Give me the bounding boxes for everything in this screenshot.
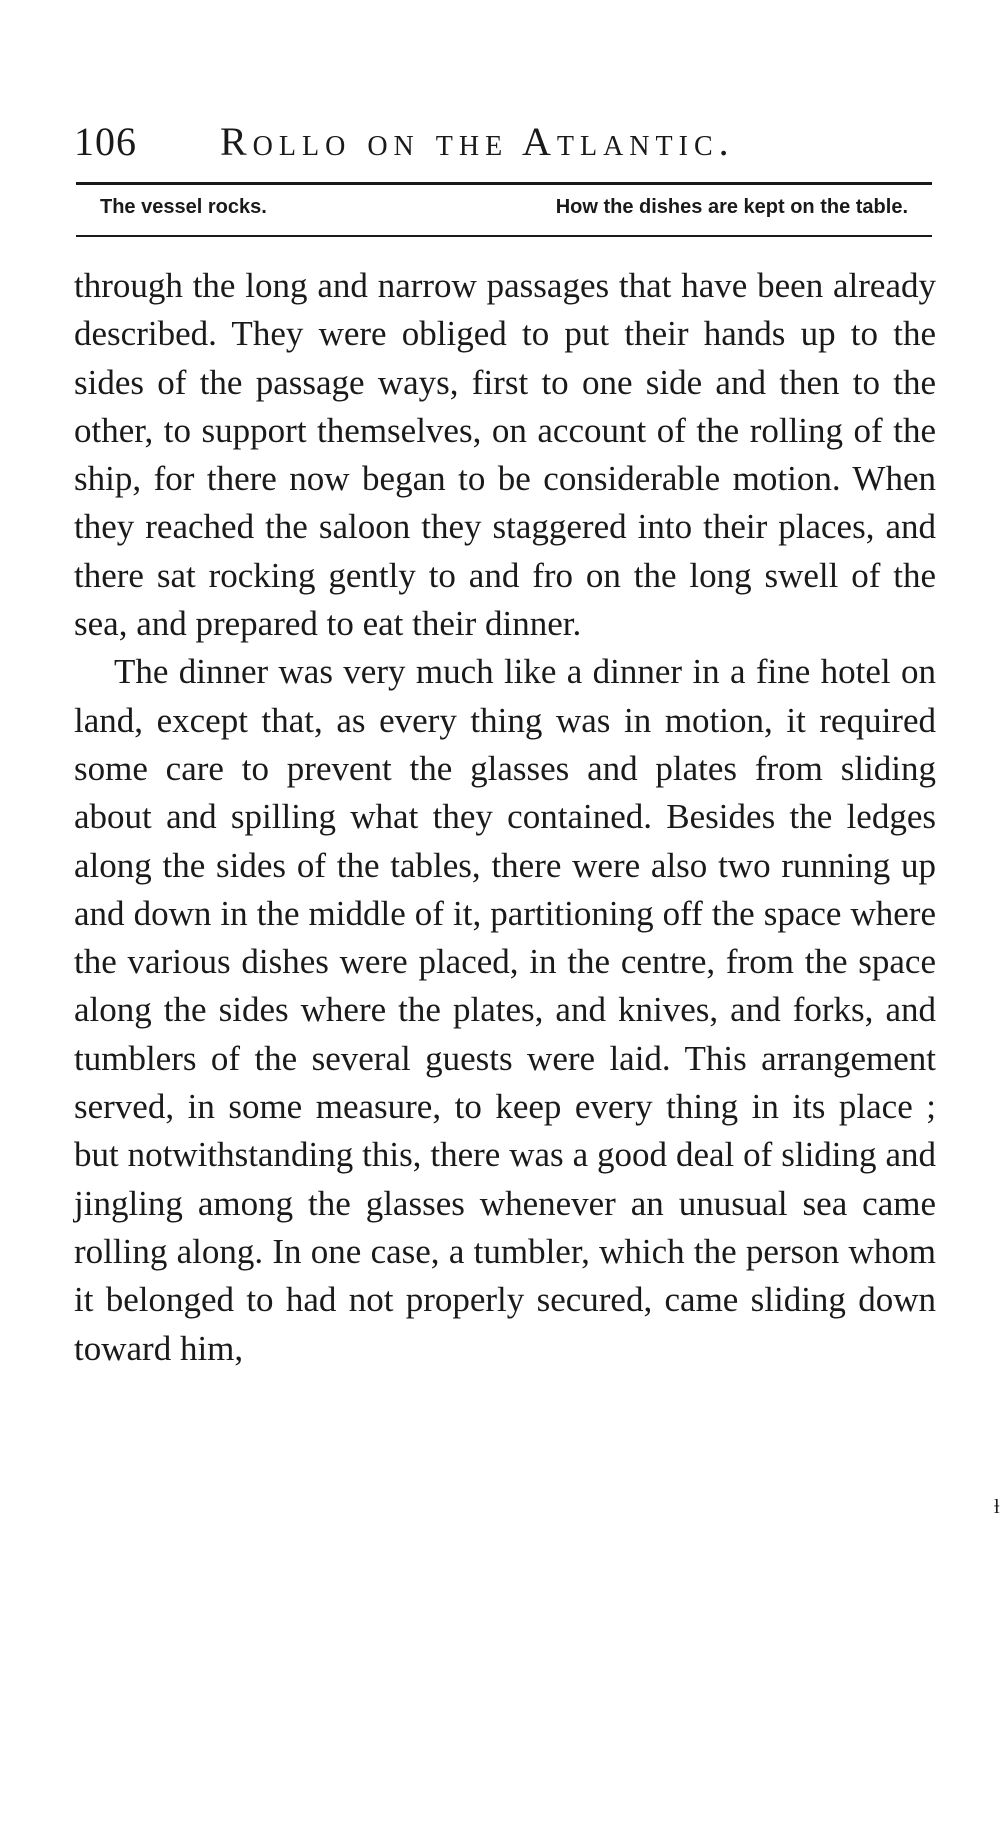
header-rule-top bbox=[76, 182, 932, 185]
header-rule-bottom bbox=[76, 235, 932, 237]
book-title: Rollo on the Atlantic. bbox=[220, 119, 735, 164]
subheading-left: The vessel rocks. bbox=[100, 196, 267, 218]
page-number: 106 bbox=[74, 119, 137, 164]
subheading-right: How the dishes are kept on the table. bbox=[555, 196, 908, 218]
body-text bbox=[74, 262, 936, 1373]
paragraph: through the long and narrow passages that have been already described. They were obliged to put their hands up to the sides of the passage ways, first to one side and then to the other, to support themselves, on account of the rolling of the ship, for there now began to be considerable motion. When they reached the saloon they staggered into their places, and there sat rocking gently to and fro on the long swell of the sea, and prepared to eat their dinner. bbox=[74, 266, 936, 644]
section-subheading bbox=[100, 196, 908, 228]
paragraph: The dinner was very much like a dinner in a fine hotel on land, except that, as every thing was in motion, it required some care to prevent the glasses and plates from sliding about and spilling what they contained. Besides the ledges along the sides of the tables, there were also two running up and down in the middle of it, partitioning off the space where the various dishes were placed, in the centre, from the space along the sides where the plates, and knives, and forks, and tumblers of the several guests were laid. This arrangement served, in some measure, to keep every thing in its place ; but notwithstanding this, there was a good deal of sliding and jingling among the glasses whenever an unusual sea came rolling along. In one case, a tumbler, which the person whom it belonged to had not properly secured, came sliding down toward him, bbox=[74, 652, 936, 1368]
running-head bbox=[74, 118, 934, 168]
margin-mark: ƚ bbox=[994, 1496, 1000, 1518]
